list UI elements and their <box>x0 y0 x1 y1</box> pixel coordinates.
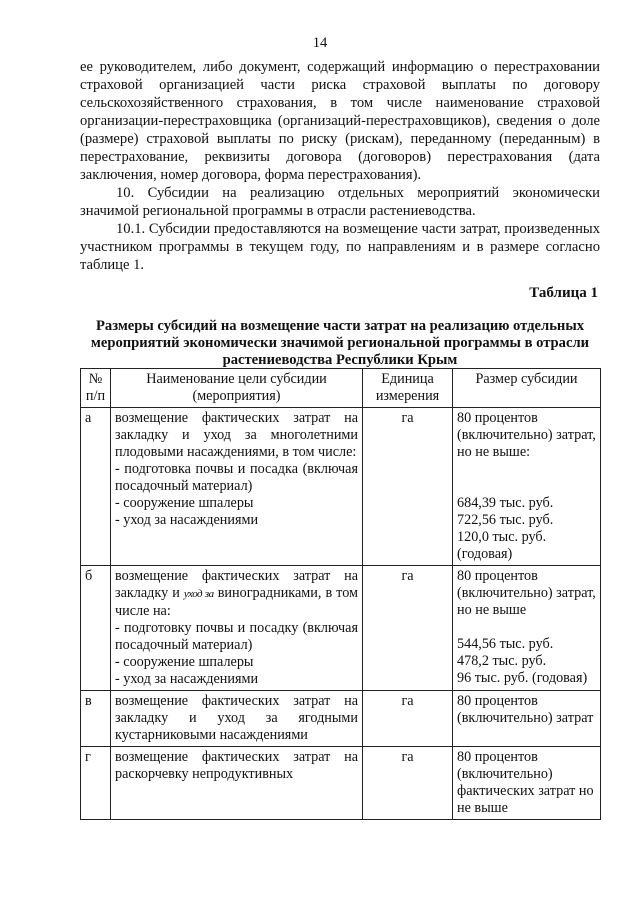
goal-item: - сооружение шпалеры <box>115 495 254 511</box>
row-unit: га <box>363 691 453 747</box>
row-unit: га <box>363 747 453 820</box>
size-value: 96 тыс. руб. (годовая) <box>457 670 588 686</box>
goal-item: - уход за насаждениями <box>115 512 259 528</box>
subsidies-table <box>80 368 601 820</box>
row-num: а <box>81 408 111 566</box>
goal-item: - уход за насаждениями <box>115 671 259 687</box>
header-size: Размер субсидии <box>453 369 601 408</box>
row-goal <box>111 408 363 566</box>
row-goal: возмещение фактических затрат на раскорчевку непродуктивных <box>111 747 363 820</box>
table-row <box>81 691 601 747</box>
row-unit: га <box>363 408 453 566</box>
size-lead: 80 процентов (включительно) затрат, но не выше <box>457 568 596 618</box>
row-num: в <box>81 691 111 747</box>
row-num: г <box>81 747 111 820</box>
table-title: Размеры субсидий на возмещение части затрат на реализацию отдельных мероприятий экономически значимой региональной программы в отрасли растениеводства Республики Крым <box>90 318 590 368</box>
row-size <box>453 566 601 691</box>
table-row <box>81 408 601 566</box>
row-size: 80 процентов (включительно) затрат <box>453 691 601 747</box>
size-value: 120,0 тыс. руб. (годовая) <box>457 529 547 562</box>
goal-lead-cont: виноградниками, в том числе на: <box>115 585 358 619</box>
row-size: 80 процентов (включительно) фактических затрат но не выше <box>453 747 601 820</box>
goal-item: - подготовка почвы и посадка (включая посадочный материал) <box>115 461 358 494</box>
paragraph-section-10-1: 10.1. Субсидии предоставляются на возмещение части затрат, произведенных участником программы в текущем году, по направлениям и в размере согласно таблице 1. <box>80 221 600 273</box>
header-num: № п/п <box>81 369 111 408</box>
paragraph-reinsurance: ее руководителем, либо документ, содержащий информацию о перестраховании страховой организацией части риска страховой выплаты по договору сельскохозяйственного страхования, в том числе наименование страховой организации-перестраховщика (организаций-перестраховщиков), сведения о доле (размере) страховой выплаты по риску (рискам), переданному (переданным) в перестрахование, реквизиты договора (договоров) перестрахования (дата заключения, номер договора, форма перестрахования). <box>80 59 600 183</box>
table-header-row <box>81 369 601 408</box>
header-goal: Наименование цели субсидии (мероприятия) <box>111 369 363 408</box>
size-value: 544,56 тыс. руб. <box>457 636 554 652</box>
goal-lead: возмещение фактических затрат на закладку и <box>115 568 358 601</box>
handwritten-insert: уход за <box>183 588 214 600</box>
row-goal <box>111 566 363 691</box>
row-unit: га <box>363 566 453 691</box>
size-lead: 80 процентов (включительно) затрат, но не выше: <box>457 410 596 460</box>
row-goal: возмещение фактических затрат на закладку и уход за ягодными кустарниковыми насаждениями <box>111 691 363 747</box>
page-number: 14 <box>312 35 328 51</box>
goal-item: - подготовку почвы и посадку (включая посадочный материал) <box>115 620 358 653</box>
table-row <box>81 747 601 820</box>
size-value: 478,2 тыс. руб. <box>457 653 547 669</box>
goal-lead: возмещение фактических затрат на закладку и уход за многолетними плодовыми насаждениями, в том числе: <box>115 410 358 460</box>
row-size <box>453 408 601 566</box>
size-value: 684,39 тыс. руб. <box>457 495 554 511</box>
size-value: 722,56 тыс. руб. <box>457 512 554 528</box>
body-text <box>80 58 600 274</box>
table-row <box>81 566 601 691</box>
paragraph-section-10: 10. Субсидии на реализацию отдельных мероприятий экономически значимой региональной программы в отрасли растениеводства. <box>80 185 600 219</box>
goal-item: - сооружение шпалеры <box>115 654 254 670</box>
header-unit: Единица измерения <box>363 369 453 408</box>
table-label: Таблица 1 <box>529 285 598 301</box>
row-num: б <box>81 566 111 691</box>
